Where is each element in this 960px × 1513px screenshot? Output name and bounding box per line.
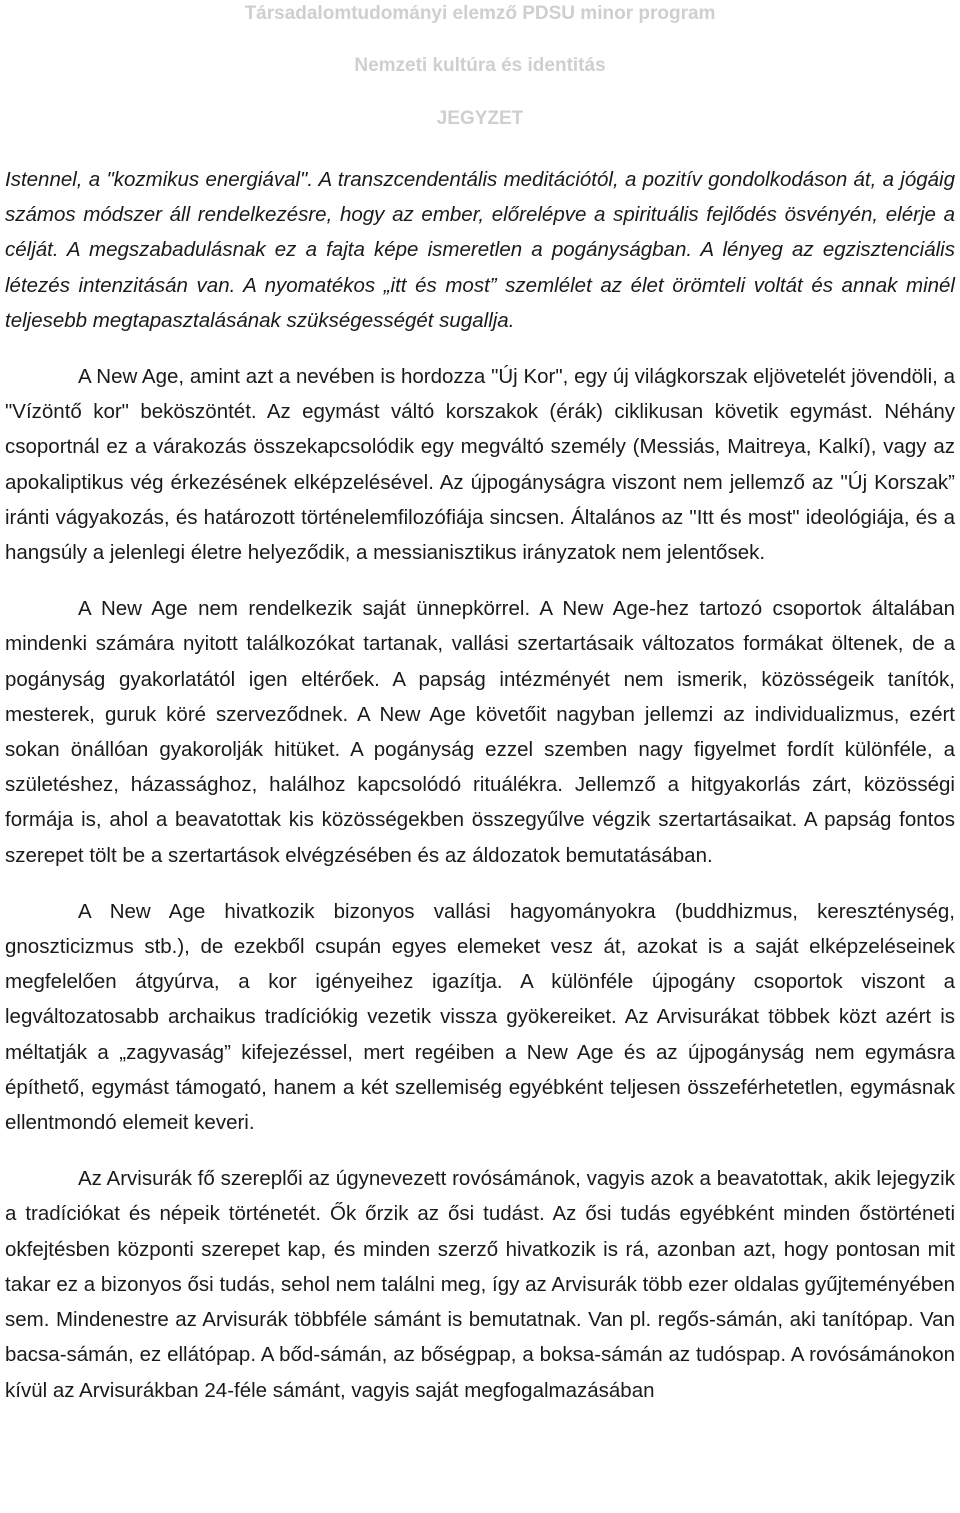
document-body bbox=[5, 162, 955, 1408]
paragraph-2: A New Age, amint azt a nevében is hordozza "Új Kor", egy új világkorszak eljövetelét jövendöli, a "Vízöntő kor" beköszöntét. Az egymást váltó korszakok (érák) ciklikusan követik egymást. Néhány csoportnál ez a várakozás összekapcsolódik egy megváltó személy (Messiás, Maitreya, Kalkí), vagy az apokaliptikus vég érkezésének elképzelésével. Az újpogányságra viszont nem jellemző az "Új Korszak” iránti vágyakozás, és határozott történelemfilozófiája sincsen. Általános az "Itt és most" ideológiája, és a hangsúly a jelenlegi életre helyeződik, a messianisztikus irányzatok nem jelentősek. bbox=[5, 365, 955, 565]
paragraph-4: A New Age hivatkozik bizonyos vallási hagyományokra (buddhizmus, kereszténység, gnoszticizmus stb.), de ezekből csupán egyes elemeket vesz át, azokat is a saját elképzeléseinek megfelelően átgyúrva, a kor igényeihez igazítja. A különféle újpogány csoportok viszont a legváltozatosabb archaikus tradíciókig vezetik vissza gyökereiket. Az Arvisurákat többek közt azért is méltatják a „zagyvaság” kifejezéssel, mert regéiben a New Age és az újpogányság nem egymásra építhető, egymást támogató, hanem a két szellemiség egyébként teljesen összeférhetetlen, egymásnak ellentmondó elemeit keveri. bbox=[5, 899, 955, 1135]
header-course-title: Nemzeti kultúra és identitás bbox=[354, 55, 606, 76]
paragraph-5: Az Arvisurák fő szereplői az úgynevezett rovósámánok, vagyis azok a beavatottak, akik lejegyzik a tradíciókat és népeik történetét. Ők őrzik az ősi tudást. Az ősi tudás egyébként minden őstörténeti okfejtésben központi szerepet kap, és minden szerző hivatkozik is rá, azonban azt, hogy pontosan mit takar ez a bizonyos ősi tudás, sehol nem találni meg, így az Arvisurák több ezer oldalas gyűjteményében sem. Mindenestre az Arvisurák többféle sámánt is bemutatnak. Van pl. regős-sámán, aki tanítópap. Van bacsa-sámán, ez ellátópap. A bőd-sámán, az bőségpap, a boksa-sámán az tudóspap. A rovósámánokon kívül az Arvisurákban 24-féle sámánt, vagyis saját megfogalmazásában bbox=[5, 1167, 955, 1402]
paragraph-1: Istennel, a "kozmikus energiával". A transzcendentális meditációtól, a pozitív gondolkodáson át, a jógáig számos módszer áll rendelkezésre, hogy az ember, előrelépve a spirituális fejlődés ösvényén, elérje a célját. A megszabadulásnak ez a fajta képe ismeretlen a pogányságban. A lényeg az egzisztenciális létezés intenzitásán van. A nyomatékos „itt és most” szemlélet az élet örömteli voltát és annak minél teljesebb megtapasztalásának szükségességét sugallja. bbox=[5, 168, 955, 332]
paragraph-3: A New Age nem rendelkezik saját ünnepkörrel. A New Age-hez tartozó csoportok általában mindenki számára nyitott találkozókat tartanak, vallási szertartásaik változatos formákat öltenek, de a pogányság gyakorlatától igen eltérőek. A papság intézményét nem ismerik, közösségeik tanítók, mesterek, guruk köré szerveződnek. A New Age követőit nagyban jellemzi az individualizmus, ezért sokan önállóan gyakorolják hitüket. A pogányság ezzel szemben nagy figyelmet fordít különféle, a születéshez, házassághoz, halálhoz kapcsolódó rituálékra. Jellemző a hitgyakorlás zárt, közösségi formája is, ahol a beavatottak kis közösségekben összegyűlve végzik szertartásaikat. A papság fontos szerepet tölt be a szertartások elvégzésében és az áldozatok bemutatásában. bbox=[5, 597, 955, 867]
header-program-title: Társadalomtudományi elemző PDSU minor program bbox=[244, 3, 716, 24]
header-document-type: JEGYZET bbox=[436, 108, 524, 129]
